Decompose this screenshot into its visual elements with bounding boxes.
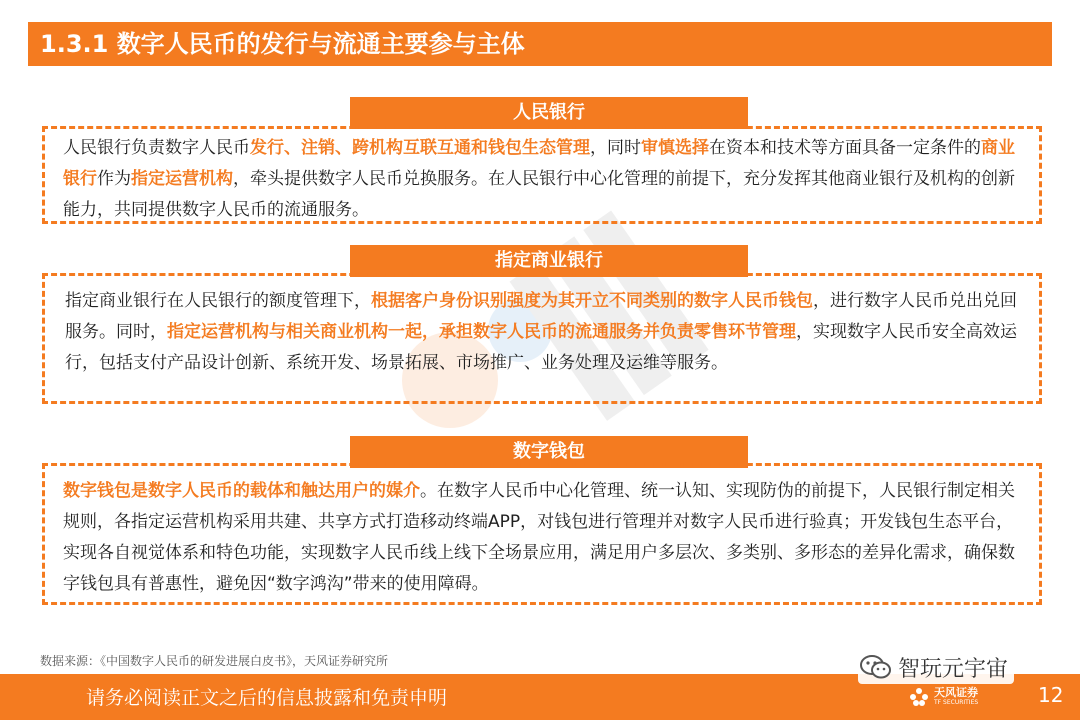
highlighted-text: 审慎选择	[641, 138, 709, 158]
tf-logo-icon	[908, 686, 930, 708]
section-label-central-bank: 人民银行	[350, 97, 748, 129]
highlighted-text: 指定运营机构	[131, 169, 233, 189]
section-label-digital-wallet: 数字钱包	[350, 436, 748, 468]
body-text: ，牵头提供数字人民币兑换服务。在人民银行中心化管理的前提下，充分发挥其他商业银行及机构的创新能力，共同提供数字人民币的流通服务。	[63, 169, 1015, 220]
section-label-commercial-banks: 指定商业银行	[350, 245, 748, 277]
body-text: 作为	[97, 169, 131, 189]
wechat-account-badge	[858, 650, 1014, 684]
highlighted-text: 商业银行	[63, 138, 1015, 189]
body-text: ，实现数字人民币安全高效运行，包括支付产品设计创新、系统开发、场景拓展、市场推广、业务处理及运维等服务。	[65, 322, 1017, 373]
body-text: 在资本和技术等方面具备一定条件的	[709, 138, 981, 158]
brand-name: 天风证券	[934, 686, 978, 699]
wechat-account-name: 智玩元宇宙	[898, 656, 1009, 682]
body-text: ，同时	[590, 138, 641, 158]
brand-subtitle: TF SECURITIES	[934, 699, 979, 706]
page-title: 1.3.1 数字人民币的发行与流通主要参与主体	[40, 30, 525, 58]
highlighted-text: 发行、注销、跨机构互联互通和钱包生态管理	[250, 138, 590, 158]
page-number: 12	[1038, 683, 1064, 707]
disclaimer-link[interactable]: 请务必阅读正文之后的信息披露和免责申明	[86, 687, 448, 709]
commercial-banks-description	[65, 286, 1027, 379]
highlighted-text: 指定运营机构与相关商业机构一起，承担数字人民币的流通服务并负责零售环节管理	[167, 322, 796, 342]
central-bank-description-box	[42, 126, 1042, 224]
body-text: 指定商业银行在人民银行的额度管理下，	[65, 291, 371, 311]
highlighted-text: 数字钱包是数字人民币的载体和触达用户的媒介	[63, 481, 420, 501]
commercial-banks-description-box	[42, 273, 1042, 404]
body-text: 人民银行负责数字人民币	[63, 138, 250, 158]
digital-wallet-description	[63, 476, 1027, 600]
page-title-bar	[28, 22, 1052, 66]
digital-wallet-description-box	[42, 463, 1042, 605]
central-bank-description	[63, 133, 1027, 226]
body-text: ，进行数字人民币兑出兑回服务。同时，	[65, 291, 1017, 342]
highlighted-text: 根据客户身份识别强度为其开立不同类别的数字人民币钱包	[371, 291, 813, 311]
brand-logo	[908, 686, 978, 708]
body-text: 。在数字人民币中心化管理、统一认知、实现防伪的前提下，人民银行制定相关规则，各指定运营机构采用共建、共享方式打造移动终端APP，对钱包进行管理并对数字人民币进行验真；开发钱包生态平台，实现各自视觉体系和特色功能，实现数字人民币线上线下全场景应用，满足用户多层次、多类别、多形态的差异化需求，确保数字钱包具有普惠性，避免因“数字鸿沟”带来的使用障碍。	[63, 481, 1015, 594]
data-source-note: 数据来源：《中国数字人民币的研发进展白皮书》，天风证券研究所	[40, 654, 389, 668]
wechat-icon	[860, 654, 892, 680]
